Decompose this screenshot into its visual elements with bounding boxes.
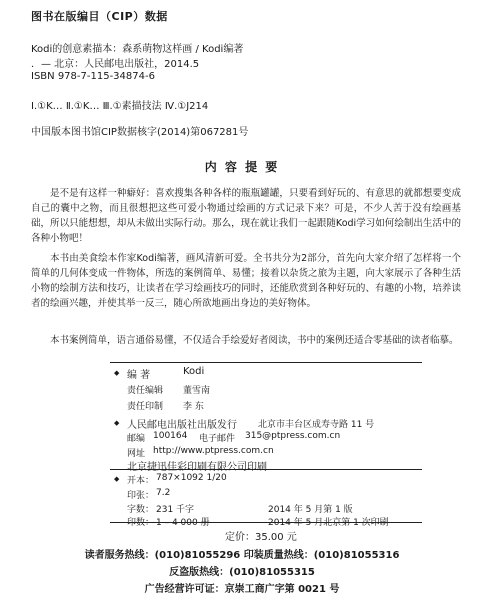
diamond-bullet-icon: ◆ xyxy=(114,369,120,377)
email-value: 315@ptpress.com.cn xyxy=(245,431,341,441)
cip-isbn-line: ISBN 978-7-115-34874-6 xyxy=(31,71,155,82)
print-run-label: 印数： xyxy=(127,518,155,528)
website-value: http://www.ptpress.com.cn xyxy=(153,446,274,456)
cip-publisher-line: ．— 北京：人民邮电出版社，2014.5 xyxy=(31,59,200,70)
publisher-address: 北京市丰台区成寿寺路 11 号 xyxy=(258,420,375,430)
imprint-middle-rule xyxy=(110,469,422,470)
impression-info: 2014 年 5 月北京第 1 次印刷 xyxy=(268,518,389,528)
anti-piracy-hotline: 反盗版热线：(010)81055315 xyxy=(169,567,315,578)
chief-editor-value: 董雪南 xyxy=(183,386,211,396)
price-value: 35.00 元 xyxy=(255,532,297,543)
sheets-label: 印张： xyxy=(127,491,155,501)
postcode-value: 100164 xyxy=(153,431,188,441)
printer-name: 北京捷迅佳彩印刷有限公司印刷 xyxy=(127,462,267,473)
cip-title: 图书在版编目（CIP）数据 xyxy=(31,10,168,23)
chief-editor-label: 责任编辑 xyxy=(127,386,164,396)
reader-service-hotlines: 读者服务热线：(010)81055296 印装质量热线：(010)81055316 xyxy=(84,550,400,561)
advertising-license: 广告经营许可证：京崇工商广字第 0021 号 xyxy=(144,584,340,595)
word-count-label: 字数： xyxy=(127,505,155,515)
email-label: 电子邮件 xyxy=(199,434,236,444)
edition-info: 2014 年 5 月第 1 版 xyxy=(268,505,353,515)
imprint-top-rule xyxy=(110,362,422,363)
editor-value: Kodi xyxy=(183,366,205,377)
diamond-bullet-icon: ◆ xyxy=(114,419,120,427)
summary-paragraph-1: 是不是有这样一种癖好：喜欢搜集各种各样的瓶瓶罐罐，只要看到好玩的、有意思的就都想要变成自己的囊中之物，而且很想把这些可爱小物通过绘画的方式记录下来？可是，不少人苦于没有绘画基础，所以只能想想，却从未做出实际行动。那么，现在就让我们一起跟随Kodi学习如何绘制出生活中的各种小物吧！ xyxy=(31,188,461,244)
cip-classification-line: Ⅰ.①K… Ⅱ.①K… Ⅲ.①素描技法 Ⅳ.①J214 xyxy=(31,101,209,112)
website-label: 网址 xyxy=(127,449,146,459)
publisher-name: 人民邮电出版社出版发行 xyxy=(127,420,237,431)
summary-paragraph-2: 本书由美食绘本作家Kodi编著，画风清新可爱。全书共分为2部分，首先向大家介绍了怎样将一个简单的几何体变成一件物体，所选的案例简单、易懂；接着以杂货之旅为主题，向大家展示了各种生活小物的绘制方法和技巧，让读者在学习绘画技巧的同时，还能欣赏到各种好玩的、有趣的小物，培养读者的绘画兴趣，并使其举一反三，随心所欲地画出身边的美好物体。 xyxy=(31,253,461,309)
print-run-value: 1 – 4 000 册 xyxy=(156,518,210,528)
diamond-bullet-icon: ◆ xyxy=(114,475,120,483)
editor-label: 编 著 xyxy=(127,370,151,381)
sheets-value: 7.2 xyxy=(156,488,171,498)
summary-heading: 内 容 提 要 xyxy=(204,160,280,174)
cip-record-number: 中国版本图书馆CIP数据核字(2014)第067281号 xyxy=(31,127,249,138)
word-count-value: 231 千字 xyxy=(156,505,195,515)
format-label: 开本： xyxy=(127,476,155,486)
imprint-bottom-rule xyxy=(110,522,422,523)
printing-manager-value: 李 东 xyxy=(183,402,204,412)
printing-manager-label: 责任印制 xyxy=(127,402,164,412)
cip-book-title-line: Kodi的创意素描本：森系萌物这样画 / Kodi编著 xyxy=(31,44,244,55)
summary-paragraph-3: 本书案例简单，语言通俗易懂，不仅适合手绘爱好者阅读，书中的案例还适合零基础的读者临摹。 xyxy=(50,335,459,346)
price-label: 定价： xyxy=(225,532,255,543)
postcode-label: 邮编 xyxy=(127,434,146,444)
format-value: 787×1092 1/20 xyxy=(156,473,227,483)
